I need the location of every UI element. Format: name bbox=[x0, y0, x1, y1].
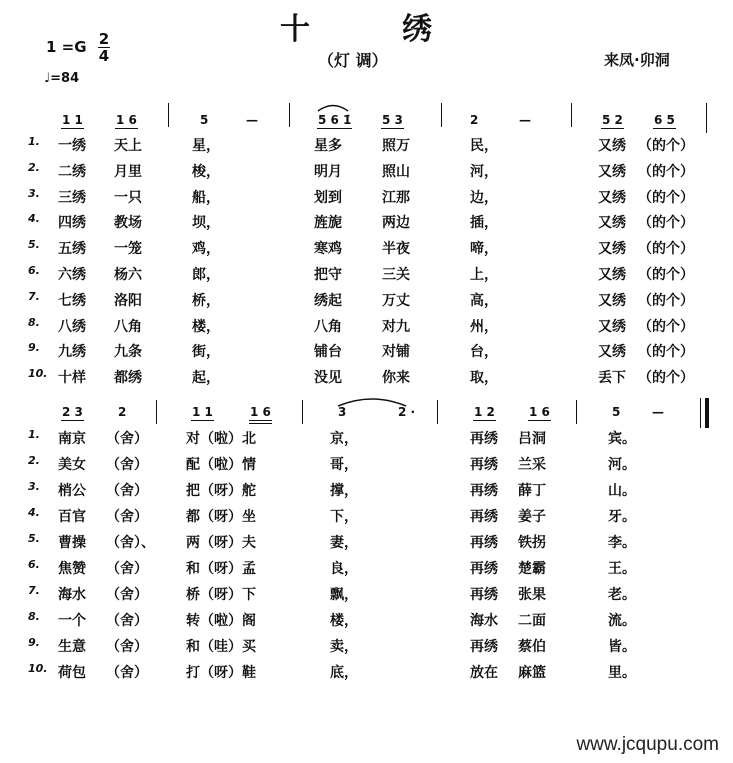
lyric-cell: 六绣 bbox=[58, 267, 86, 283]
note-text: 2 · bbox=[398, 405, 416, 419]
lyric-cell: 把（呀）舵 bbox=[186, 483, 256, 499]
lyric-cell: 飘， bbox=[330, 587, 358, 603]
lyric-cell: （的个） bbox=[638, 163, 694, 180]
lyric-cell: 七绣 bbox=[58, 292, 86, 309]
lyric-cell: 山。 bbox=[608, 483, 636, 499]
lyric-cell: 兰采 bbox=[518, 457, 546, 473]
lyric-cell: 一笼 bbox=[114, 241, 142, 258]
verse-number: 8. bbox=[28, 610, 40, 623]
lyric-cell: 没见 bbox=[314, 370, 342, 387]
lyric-cell: 洛阳 bbox=[114, 292, 142, 309]
lyric-cell: 张果 bbox=[518, 587, 546, 603]
lyric-cell: 你来 bbox=[382, 370, 410, 387]
lyric-cell: 卖， bbox=[330, 639, 358, 655]
lyric-cell: 啼， bbox=[470, 241, 498, 258]
lyric-cell: 月里 bbox=[114, 163, 142, 180]
lyric-cell: 江那 bbox=[382, 189, 410, 206]
note-text: 5 6 1̇ bbox=[318, 113, 352, 127]
lyric-cell: 再绣 bbox=[470, 587, 498, 603]
lyric-cell: 又绣 bbox=[598, 318, 626, 335]
lyric-cell: 一只 bbox=[114, 189, 142, 206]
slur-top bbox=[318, 106, 348, 112]
lyric-cell: 又绣 bbox=[598, 138, 626, 154]
verse-number: 6. bbox=[28, 264, 40, 277]
lyric-cell: 九条 bbox=[114, 344, 142, 361]
lyric-cell: 八角 bbox=[114, 318, 142, 335]
lyric-cell: 寒鸡 bbox=[314, 241, 342, 258]
verse-row bbox=[0, 636, 733, 662]
lyric-cell: 转（啦）阁 bbox=[186, 613, 256, 629]
lyric-cell: 郎， bbox=[192, 267, 220, 283]
verse-number: 7. bbox=[28, 584, 40, 597]
time-signature-bottom: 4 bbox=[98, 47, 110, 65]
lyric-cell: （舍） bbox=[106, 561, 148, 577]
song-title-second-char: 绣 bbox=[402, 12, 432, 47]
lyric-cell: 楚霸 bbox=[518, 561, 546, 577]
lyric-cell: 丢下 bbox=[598, 370, 626, 387]
note-text: — bbox=[519, 113, 531, 127]
lyric-cell: 铺台 bbox=[314, 344, 342, 361]
note-text: — bbox=[652, 405, 664, 419]
note-text: 2 bbox=[470, 113, 479, 127]
key-signature: 1 =G bbox=[46, 38, 87, 56]
lyric-cell: 宾。 bbox=[608, 431, 636, 447]
lyric-cell: 河。 bbox=[608, 457, 636, 473]
lyric-cell: 河， bbox=[470, 163, 498, 180]
lyric-cell: 坝， bbox=[192, 215, 220, 232]
lyric-cell: 上， bbox=[470, 267, 498, 283]
verse-number: 9. bbox=[28, 341, 40, 355]
lyric-cell: 杨六 bbox=[114, 267, 142, 283]
lyric-cell: 荷包 bbox=[58, 665, 86, 681]
lyric-cell: 下， bbox=[330, 509, 358, 525]
note-text: 1 6 bbox=[116, 113, 137, 127]
lyric-cell: 又绣 bbox=[598, 292, 626, 309]
lyric-cell: （的个） bbox=[638, 344, 694, 361]
lyric-cell: 蔡伯 bbox=[518, 639, 546, 655]
lyric-cell: 鸡， bbox=[192, 241, 220, 258]
note-text: 2 3 bbox=[62, 405, 83, 419]
site-watermark: www.jcqupu.com bbox=[576, 734, 719, 755]
lyric-cell: 又绣 bbox=[598, 189, 626, 206]
verse-number: 1. bbox=[28, 135, 40, 148]
lyric-cell: 三关 bbox=[382, 267, 410, 283]
note-text: 1 6 bbox=[529, 405, 550, 419]
lyric-cell: （舍） bbox=[106, 587, 148, 603]
lyric-cell: 楼， bbox=[330, 613, 358, 629]
verse-row bbox=[0, 610, 733, 636]
lyric-cell: 再绣 bbox=[470, 483, 498, 499]
verse-number: 10. bbox=[28, 662, 48, 675]
lyric-cell: 梭， bbox=[192, 163, 220, 180]
lyric-cell: 焦赞 bbox=[58, 561, 86, 577]
lyric-cell: 生意 bbox=[58, 639, 86, 655]
lyric-cell: 二绣 bbox=[58, 163, 86, 180]
lyric-cell: 又绣 bbox=[598, 344, 626, 361]
lyric-cell: 五绣 bbox=[58, 241, 86, 258]
lyric-cell: 再绣 bbox=[470, 535, 498, 551]
lyric-cell: 十样 bbox=[58, 370, 86, 387]
lyric-cell: 九绣 bbox=[58, 344, 86, 361]
lyric-cell: 皆。 bbox=[608, 639, 636, 655]
lyric-cell: （的个） bbox=[638, 138, 694, 154]
lyric-cell: 两边 bbox=[382, 215, 410, 232]
lyric-cell: 老。 bbox=[608, 587, 636, 603]
verse-row bbox=[0, 584, 733, 610]
lyric-cell: 和（呀）孟 bbox=[186, 561, 256, 577]
lyric-cell: 京， bbox=[330, 431, 358, 447]
lyric-cell: 和（哇）买 bbox=[186, 639, 256, 655]
lyric-cell: 又绣 bbox=[598, 267, 626, 283]
lyric-cell: （的个） bbox=[638, 318, 694, 335]
verse-row bbox=[0, 480, 733, 506]
lyric-cell: 二面 bbox=[518, 613, 546, 629]
lyric-cell: 划到 bbox=[314, 189, 342, 206]
verse-number: 10. bbox=[28, 367, 48, 381]
lyric-cell: 姜子 bbox=[518, 509, 546, 525]
lyric-cell: 海水 bbox=[58, 587, 86, 603]
lyric-cell: 三绣 bbox=[58, 189, 86, 206]
verse-number: 8. bbox=[28, 315, 40, 329]
lyric-cell: 一个 bbox=[58, 613, 86, 629]
lyric-cell: 良， bbox=[330, 561, 358, 577]
lyric-cell: 再绣 bbox=[470, 639, 498, 655]
lyric-cell: 流。 bbox=[608, 613, 636, 629]
lyric-cell: （的个） bbox=[638, 189, 694, 206]
lyric-cell: 四绣 bbox=[58, 215, 86, 232]
lyric-cell: 照山 bbox=[382, 163, 410, 180]
lyric-cell: 八绣 bbox=[58, 318, 86, 335]
lyric-cell: 民， bbox=[470, 138, 498, 154]
verse-number: 2. bbox=[28, 454, 40, 467]
slur-bottom bbox=[338, 399, 406, 406]
lyric-cell: 又绣 bbox=[598, 215, 626, 232]
verse-number: 5. bbox=[28, 238, 40, 252]
lyric-cell: （的个） bbox=[638, 370, 694, 387]
lyric-cell: 万丈 bbox=[382, 292, 410, 309]
lyric-cell: 海水 bbox=[470, 613, 498, 629]
lyric-cell: （舍） bbox=[106, 483, 148, 499]
verse-number: 3. bbox=[28, 186, 40, 200]
note-text: 3 bbox=[338, 405, 347, 419]
lyric-cell: 再绣 bbox=[470, 509, 498, 525]
note-text: 5 bbox=[200, 113, 209, 127]
lyric-cell: 再绣 bbox=[470, 561, 498, 577]
lyric-cell: 美女 bbox=[58, 457, 86, 473]
note-text: — bbox=[246, 113, 258, 127]
verse-number: 2. bbox=[28, 160, 40, 174]
lyric-cell: 再绣 bbox=[470, 431, 498, 447]
verse-row bbox=[0, 454, 733, 480]
lyric-cell: 星多 bbox=[314, 138, 342, 154]
lyric-cell: 王。 bbox=[608, 561, 636, 577]
lyric-cell: 台， bbox=[470, 344, 498, 361]
lyric-cell: 又绣 bbox=[598, 241, 626, 258]
lyric-cell: 教场 bbox=[114, 215, 142, 232]
lyric-cell: 边， bbox=[470, 189, 498, 206]
note-text: 1 1 bbox=[192, 405, 213, 419]
lyric-cell: 配（啦）情 bbox=[186, 457, 256, 473]
lyric-cell: 底， bbox=[330, 665, 358, 681]
verse-number: 5. bbox=[28, 532, 40, 545]
lyric-cell: 百官 bbox=[58, 509, 86, 525]
lyric-cell: 明月 bbox=[314, 163, 342, 180]
verse-number: 9. bbox=[28, 636, 40, 649]
verse-row bbox=[0, 662, 733, 688]
verse-number: 1. bbox=[28, 428, 40, 441]
lyric-cell: 打（呀）鞋 bbox=[186, 665, 256, 681]
lyric-cell: 都绣 bbox=[114, 370, 142, 387]
lyric-cell: 船， bbox=[192, 189, 220, 206]
lyric-cell: （的个） bbox=[638, 267, 694, 283]
lyric-cell: 插， bbox=[470, 215, 498, 232]
lyric-cell: 街， bbox=[192, 344, 220, 361]
lyric-cell: 天上 bbox=[114, 138, 142, 154]
lyric-cell: 绣起 bbox=[314, 292, 342, 309]
verse-row bbox=[0, 532, 733, 558]
lyric-cell: 对（啦）北 bbox=[186, 431, 256, 447]
lyric-cell: 对铺 bbox=[382, 344, 410, 361]
tempo-marking: ♩=84 bbox=[44, 71, 80, 86]
lyric-cell: （舍） bbox=[106, 613, 148, 629]
verse-number: 4. bbox=[28, 506, 40, 519]
note-text: 2 bbox=[118, 405, 127, 419]
lyric-cell: （舍） bbox=[106, 457, 148, 473]
lyric-cell: 照万 bbox=[382, 138, 410, 154]
verse-number: 6. bbox=[28, 558, 40, 571]
lyric-cell: （的个） bbox=[638, 241, 694, 258]
lyric-cell: （舍） bbox=[106, 639, 148, 655]
song-title: 十 bbox=[280, 12, 312, 47]
lyric-cell: （的个） bbox=[638, 292, 694, 309]
lyric-cell: 李。 bbox=[608, 535, 636, 551]
lyric-cell: 梢公 bbox=[58, 483, 86, 499]
lyric-cell: 都（呀）坐 bbox=[186, 509, 256, 525]
note-text: 5 2 bbox=[602, 113, 623, 127]
lyric-cell: 起， bbox=[192, 370, 220, 387]
note-text: 1 2 bbox=[474, 405, 495, 419]
lyric-cell: 对九 bbox=[382, 318, 410, 335]
lyric-cell: 高， bbox=[470, 292, 498, 309]
lyric-cell: 吕洞 bbox=[518, 431, 546, 447]
lyric-cell: 牙。 bbox=[608, 509, 636, 525]
verse-number: 7. bbox=[28, 289, 40, 303]
lyric-cell: （舍） bbox=[106, 431, 148, 447]
verse-row bbox=[0, 558, 733, 584]
lyric-cell: 再绣 bbox=[470, 457, 498, 473]
song-source: 来凤·卯洞 bbox=[604, 51, 670, 69]
lyric-cell: 楼， bbox=[192, 318, 220, 335]
lyric-cell: 里。 bbox=[608, 665, 636, 681]
lyric-cell: 桥（呀）下 bbox=[186, 587, 256, 603]
note-text: 1 1 bbox=[62, 113, 83, 127]
lyric-cell: 两（呀）夫 bbox=[186, 535, 256, 551]
lyric-cell: 把守 bbox=[314, 267, 342, 283]
lyric-cell: 半夜 bbox=[382, 241, 410, 258]
verse-row bbox=[0, 428, 733, 454]
lyric-cell: 旌旎 bbox=[314, 215, 342, 232]
lyric-cell: 星， bbox=[192, 138, 220, 154]
verse-number: 4. bbox=[28, 212, 40, 226]
lyric-cell: 又绣 bbox=[598, 163, 626, 180]
lyric-cell: 铁拐 bbox=[518, 535, 546, 551]
lyric-cell: 一绣 bbox=[58, 138, 86, 154]
song-subtitle: （灯 调） bbox=[318, 51, 388, 70]
lyric-cell: （舍）、 bbox=[106, 535, 155, 551]
lyric-cell: （舍） bbox=[106, 509, 148, 525]
lyric-cell: 哥， bbox=[330, 457, 358, 473]
lyric-cell: （的个） bbox=[638, 215, 694, 232]
note-text: 5 3 bbox=[382, 113, 403, 127]
lyric-cell: 南京 bbox=[58, 431, 86, 447]
lyric-cell: 八角 bbox=[314, 318, 342, 335]
note-text: 5 bbox=[612, 405, 621, 419]
note-text: 1 6 bbox=[250, 405, 271, 419]
time-signature-top: 2 bbox=[98, 30, 110, 48]
lyric-cell: 州， bbox=[470, 318, 498, 335]
verse-number: 3. bbox=[28, 480, 40, 493]
verse-row bbox=[0, 506, 733, 532]
lyric-cell: 麻篮 bbox=[518, 665, 546, 681]
lyric-cell: 放在 bbox=[470, 665, 498, 681]
lyric-cell: （舍） bbox=[106, 665, 148, 681]
note-text: 6 5 bbox=[654, 113, 675, 127]
lyric-cell: 薛丁 bbox=[518, 483, 546, 499]
lyric-cell: 桥， bbox=[192, 292, 220, 309]
lyric-cell: 取， bbox=[470, 370, 498, 387]
lyric-cell: 撑， bbox=[330, 483, 358, 499]
lyric-cell: 曹操 bbox=[58, 535, 86, 551]
lyric-cell: 妻， bbox=[330, 535, 358, 551]
